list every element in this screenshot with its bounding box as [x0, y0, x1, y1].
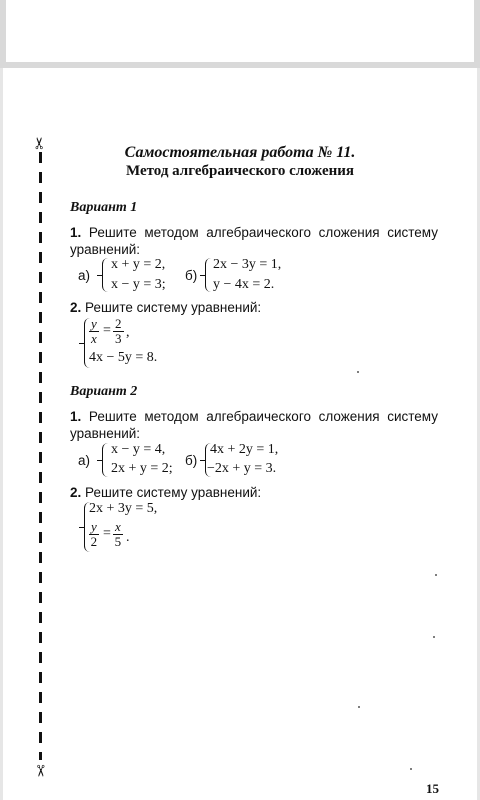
v1-label-b: б)	[185, 268, 198, 283]
page-number: 15	[426, 781, 439, 796]
v1-b-eq2: y − 4x = 2.	[213, 277, 275, 292]
v1-label-a: а)	[78, 268, 91, 283]
v2-a-eq1: x − y = 4,	[111, 442, 166, 457]
v1-a-eq1: x + y = 2,	[111, 257, 166, 272]
v2-brace-a	[102, 443, 110, 477]
scissors-icon: ✂	[30, 136, 49, 150]
task-number: 1.	[70, 409, 82, 424]
print-speck	[357, 371, 359, 373]
v2-frac-period: .	[126, 530, 130, 545]
v2-frac-left: $\frac{y}{2}$	[90, 519, 98, 549]
page-subtitle: Метод алгебраического сложения	[125, 163, 355, 179]
print-speck	[435, 574, 437, 576]
task-number: 1.	[70, 225, 82, 240]
v1-b-eq1: 2x − 3y = 1,	[213, 257, 282, 272]
variant-2-heading: Вариант 2	[70, 384, 138, 399]
v1-frac-comma: ,	[126, 325, 130, 340]
previous-page-edge	[6, 0, 474, 62]
task-text: Решите систему уравнений:	[85, 300, 262, 315]
cut-line	[39, 152, 42, 760]
v1-a-eq2: x − y = 3;	[111, 277, 166, 292]
v1-frac-equals: =	[103, 323, 111, 338]
v2-frac-equals: =	[103, 526, 111, 541]
v2-a-eq2: 2x + y = 2;	[111, 461, 173, 476]
v2-task1	[70, 408, 438, 442]
v1-task2	[70, 299, 438, 316]
v2-frac-right: $\frac{x}{5}$	[114, 519, 122, 549]
v2-label-b: б)	[185, 453, 198, 468]
v1-brace-a	[102, 258, 110, 292]
task-number: 2.	[70, 485, 82, 500]
v1-frac-left: $\frac{y}{x}$	[91, 316, 97, 346]
page-title: Самостоятельная работа № 11.	[124, 144, 356, 161]
v1-task1	[70, 224, 438, 258]
print-speck	[433, 636, 435, 638]
scissors-icon: ✂	[31, 764, 50, 778]
task-number: 2.	[70, 300, 82, 315]
task-text: Решите методом алгебраического сложения систему уравнений:	[70, 225, 438, 257]
v2-b-eq1: 4x + 2y = 1,	[210, 442, 279, 457]
v1-brace-b	[205, 258, 213, 292]
v1-frac-right: $\frac{2}{3}$	[115, 316, 122, 346]
v2-task2	[70, 484, 438, 501]
task-text: Решите методом алгебраического сложения систему уравнений:	[70, 409, 438, 441]
v2-b-eq2: −2x + y = 3.	[207, 461, 277, 476]
v1-task2-eq2: 4x − 5y = 8.	[89, 350, 158, 365]
v2-label-a: а)	[78, 453, 91, 468]
print-speck	[358, 706, 360, 708]
variant-1-heading: Вариант 1	[70, 200, 138, 215]
print-speck	[410, 768, 412, 770]
task-text: Решите систему уравнений:	[85, 485, 262, 500]
v2-task2-eq1: 2x + 3y = 5,	[89, 501, 158, 516]
